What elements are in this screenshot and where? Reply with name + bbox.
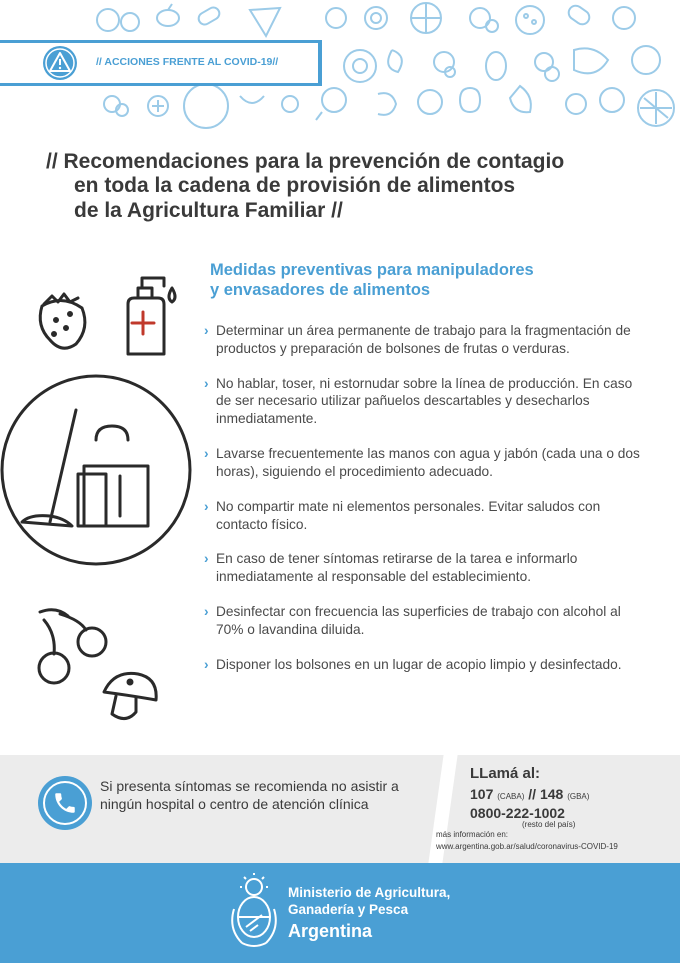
chevron-right-icon: › xyxy=(204,656,209,672)
subtitle-line-2: y envasadores de alimentos xyxy=(210,280,431,299)
list-item: › Desinfectar con frecuencia las superficies de trabajo con alcohol al 70% o lavandina diluida. xyxy=(204,603,621,637)
ministry-name xyxy=(288,884,450,943)
phone-0800[interactable]: 0800-222-1002 xyxy=(470,805,565,821)
header xyxy=(0,0,680,140)
title-line-1: // Recomendaciones para la prevención de contagio xyxy=(46,150,565,173)
country-name: Argentina xyxy=(288,920,373,941)
list-item: › No compartir mate ni elementos personales. Evitar saludos con contacto físico. xyxy=(204,498,601,532)
chevron-right-icon: › xyxy=(204,375,209,391)
more-info-label: más información en: xyxy=(436,830,509,839)
list-item: › No hablar, toser, ni estornudar sobre la línea de producción. En caso de ser necesario utilizar pañuelos descartables y desecharlos inmediatamente. xyxy=(204,375,633,427)
list-item: › Lavarse frecuentemente las manos con agua y jabón (cada una o dos horas), siguiendo el procedimiento adecuado. xyxy=(204,446,640,479)
measures-subtitle xyxy=(210,261,630,301)
ministry-line-2: Ganadería y Pesca xyxy=(288,902,409,918)
phone-107[interactable]: 107 xyxy=(470,786,494,802)
cleaning-tools-icon xyxy=(2,376,190,564)
region-gba: (GBA) xyxy=(567,792,590,801)
page-title xyxy=(46,150,646,223)
banner-label: // ACCIONES FRENTE AL COVID-19// xyxy=(96,56,279,68)
subtitle-line-1: Medidas preventivas para manipuladores xyxy=(210,261,534,279)
symptoms-notice: Si presenta síntomas se recomienda no asistir a ningún hospital o centro de atención clínica xyxy=(100,778,399,813)
phone-numbers xyxy=(470,786,680,802)
title-line-3: de la Agricultura Familiar // xyxy=(74,198,343,222)
chevron-right-icon: › xyxy=(204,498,209,514)
footer xyxy=(0,863,680,963)
more-info xyxy=(436,829,618,853)
contact-strip xyxy=(0,755,680,863)
chevron-right-icon: › xyxy=(204,446,209,462)
covid-actions-banner xyxy=(0,40,322,86)
list-item: › En caso de tener síntomas retirarse de la tarea e informarlo inmediatamente al responsable del establecimiento. xyxy=(204,551,578,585)
chevron-right-icon: › xyxy=(204,323,209,338)
emergency-contacts xyxy=(470,765,680,829)
phone-148[interactable]: 148 xyxy=(539,786,564,802)
region-rest: (resto del país) xyxy=(522,820,576,829)
mushroom-icon xyxy=(104,673,156,718)
chevron-right-icon: › xyxy=(204,603,209,619)
title-line-2: en toda la cadena de provisión de alimentos xyxy=(74,174,516,198)
call-label: LLamá al: xyxy=(470,765,541,782)
list-item: › Disponer los bolsones en un lugar de acopio limpio y desinfectado. xyxy=(204,656,622,672)
hand-sanitizer-icon xyxy=(128,278,175,354)
national-coat-of-arms-icon xyxy=(228,873,280,949)
warning-triangle-icon xyxy=(42,45,78,81)
measures-list xyxy=(204,322,644,690)
cherries-icon xyxy=(39,610,106,683)
list-item: › Determinar un área permanente de trabajo para la fragmentación de productos y preparación de bolsones de frutas o verduras. xyxy=(204,323,631,356)
region-caba: (CABA) xyxy=(497,792,525,801)
more-info-link[interactable]: www.argentina.gob.ar/salud/coronavirus-COVID-19 xyxy=(436,842,618,851)
chevron-right-icon: › xyxy=(204,551,209,567)
phone-icon xyxy=(38,776,92,830)
illustrations xyxy=(0,260,210,740)
strawberry-icon xyxy=(40,294,85,348)
ministry-line-1: Ministerio de Agricultura, xyxy=(288,885,451,900)
numbers-separator: // xyxy=(528,786,537,802)
